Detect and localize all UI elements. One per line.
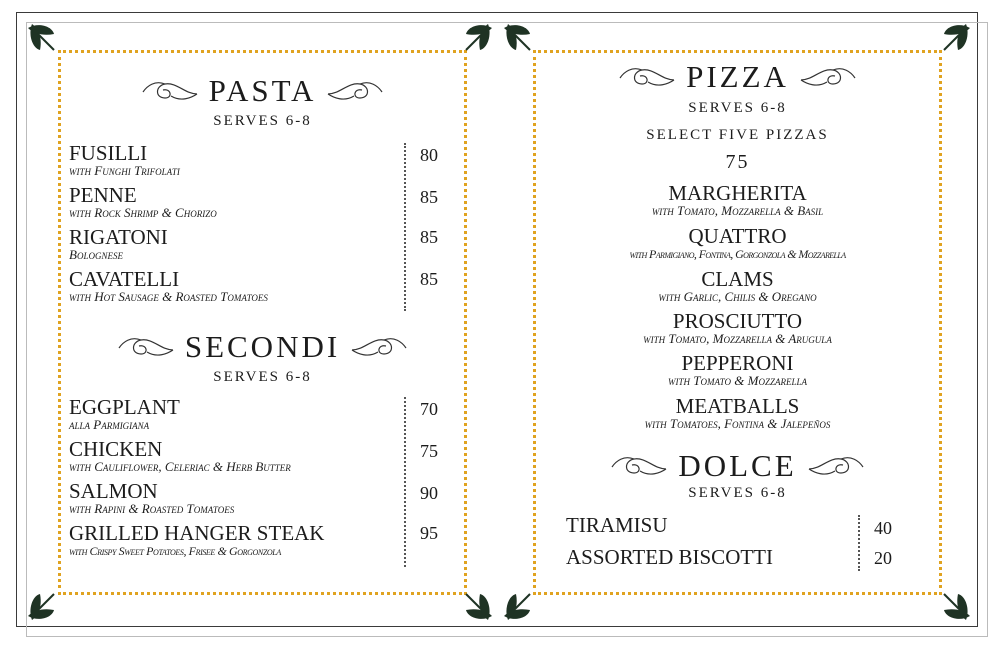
- item-name: TIRAMISU: [566, 513, 668, 537]
- menu-item: [566, 515, 668, 536]
- item-name: RIGATONI: [69, 225, 168, 249]
- price-divider: [404, 143, 406, 311]
- flourish-left-icon: [610, 453, 668, 479]
- item-description: with Tomato, Mozzarella & Arugula: [643, 331, 832, 346]
- item-name: ASSORTED BISCOTTI: [566, 545, 774, 569]
- menu-item: [69, 523, 324, 558]
- menu-item: [69, 185, 217, 220]
- item-name: PROSCIUTTO: [672, 309, 803, 333]
- secondi-serves: SERVES 6-8: [213, 369, 312, 385]
- item-price: 70: [420, 399, 438, 419]
- item-name: FUSILLI: [69, 141, 148, 165]
- menu-item: [69, 481, 234, 516]
- secondi-title: SECONDI: [184, 329, 341, 364]
- left-menu-panel: [58, 50, 467, 595]
- pizza-item: [536, 353, 939, 388]
- item-description: with Cauliflower, Celeriac & Herb Butter: [69, 459, 291, 474]
- item-description: Bolognese: [69, 247, 123, 262]
- dolce-heading: [536, 448, 939, 484]
- item-description: with Crispy Sweet Potatoes, Frisee & Gorgonzola: [69, 544, 281, 558]
- flourish-right-icon: [799, 64, 857, 90]
- item-price: 40: [874, 518, 892, 538]
- flourish-right-icon: [326, 78, 384, 104]
- menu-item: [69, 397, 180, 432]
- flourish-left-icon: [141, 78, 199, 104]
- leaf-ornament-icon: [24, 588, 60, 624]
- dolce-title: DOLCE: [678, 448, 797, 483]
- item-description: with Tomato, Mozzarella & Basil: [651, 203, 824, 218]
- item-description: alla Parmigiana: [69, 417, 150, 432]
- item-name: SALMON: [69, 479, 158, 503]
- pizza-item: [536, 183, 939, 218]
- leaf-ornament-icon: [500, 588, 536, 624]
- item-name: EGGPLANT: [69, 395, 180, 419]
- item-price: 80: [420, 145, 438, 165]
- pasta-title: PASTA: [208, 73, 317, 108]
- item-price: 95: [420, 523, 438, 543]
- pizza-price: 75: [725, 151, 750, 173]
- item-price: 85: [420, 187, 438, 207]
- menu-item: [69, 143, 180, 178]
- flourish-right-icon: [807, 453, 865, 479]
- pizza-item: [536, 269, 939, 304]
- item-description: with Rock Shrimp & Chorizo: [69, 205, 217, 220]
- item-name: GRILLED HANGER STEAK: [69, 521, 325, 545]
- pizza-item: [536, 311, 939, 346]
- menu-item: [69, 439, 291, 474]
- item-price: 85: [420, 269, 438, 289]
- item-description: with Tomato & Mozzarella: [668, 373, 807, 388]
- item-name: MEATBALLS: [675, 394, 800, 418]
- menu-item: [566, 547, 773, 568]
- item-name: CAVATELLI: [69, 267, 180, 291]
- item-description: with Rapini & Roasted Tomatoes: [69, 501, 235, 516]
- leaf-ornament-icon: [938, 588, 974, 624]
- price-divider: [404, 397, 406, 567]
- pasta-heading: [61, 73, 464, 109]
- menu-item: [69, 227, 168, 262]
- leaf-ornament-icon: [500, 20, 536, 56]
- item-description: with Tomatoes, Fontina & Jalepeños: [644, 416, 831, 431]
- flourish-right-icon: [350, 334, 408, 360]
- item-name: PEPPERONI: [681, 351, 794, 375]
- leaf-ornament-icon: [460, 588, 496, 624]
- item-name: PENNE: [69, 183, 137, 207]
- leaf-ornament-icon: [460, 20, 496, 56]
- pizza-serves: SERVES 6-8: [688, 100, 787, 116]
- item-description: with Parmigiano, Fontina, Gorgonzola & Mozzarella: [629, 247, 846, 261]
- price-divider: [858, 515, 860, 571]
- item-price: 85: [420, 227, 438, 247]
- pizza-heading: [536, 59, 939, 95]
- item-description: with Funghi Trifolati: [69, 163, 180, 178]
- leaf-ornament-icon: [938, 20, 974, 56]
- item-name: CLAMS: [701, 267, 774, 291]
- flourish-left-icon: [618, 64, 676, 90]
- item-name: MARGHERITA: [668, 181, 807, 205]
- leaf-ornament-icon: [24, 20, 60, 56]
- pizza-item: [536, 396, 939, 431]
- item-description: with Garlic, Chilis & Oregano: [658, 289, 817, 304]
- item-name: CHICKEN: [69, 437, 163, 461]
- item-price: 75: [420, 441, 438, 461]
- pizza-item: [536, 226, 939, 261]
- item-price: 20: [874, 548, 892, 568]
- secondi-heading: [61, 329, 464, 365]
- item-description: with Hot Sausage & Roasted Tomatoes: [69, 289, 268, 304]
- pasta-serves: SERVES 6-8: [213, 113, 312, 129]
- right-menu-panel: [533, 50, 942, 595]
- menu-item: [69, 269, 268, 304]
- item-price: 90: [420, 483, 438, 503]
- pizza-title: PIZZA: [686, 59, 789, 94]
- flourish-left-icon: [117, 334, 175, 360]
- item-name: QUATTRO: [688, 224, 787, 248]
- dolce-serves: SERVES 6-8: [688, 485, 787, 501]
- pizza-select-note: SELECT FIVE PIZZAS: [646, 127, 829, 143]
